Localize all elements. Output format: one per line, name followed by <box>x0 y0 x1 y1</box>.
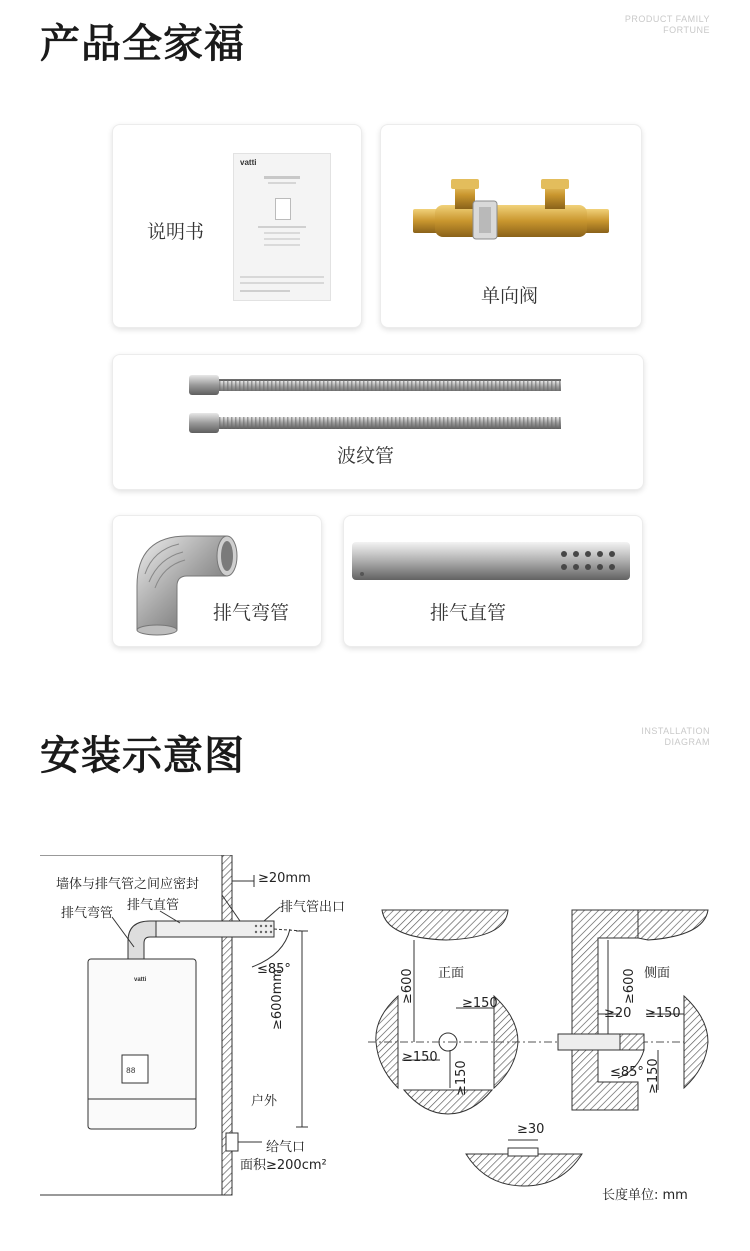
exhaust-straight-image <box>350 538 634 584</box>
front-150-top-label: ≥150 <box>462 996 498 1011</box>
side-150-bottom-label: ≥150 <box>646 1058 661 1094</box>
unit-note: 长度单位: mm <box>602 1188 688 1203</box>
exhaust-straight-label: 排气直管 <box>430 602 507 624</box>
check-valve-label: 单向阀 <box>481 285 539 307</box>
height-label: ≥600mm <box>270 968 285 1030</box>
manual-card <box>112 124 362 328</box>
side-600-label: ≥600 <box>622 968 637 1004</box>
corrugated-pipe-image <box>187 369 567 439</box>
bottom-30-label: ≥30 <box>517 1122 545 1137</box>
manual-heater-thumb <box>275 198 291 220</box>
manual-brand-logo: vatti <box>240 158 257 167</box>
side-150-right-label: ≥150 <box>645 1006 681 1021</box>
outlet-label: 排气管出口 <box>280 900 346 915</box>
side-view-label: 侧面 <box>644 966 671 981</box>
angle-label: ≤85° <box>257 962 291 977</box>
exhaust-straight-card <box>343 515 643 647</box>
check-valve-image <box>411 177 611 253</box>
family-en-tag: PRODUCT FAMILY FORTUNE <box>624 14 710 35</box>
seal-note: 墙体与排气管之间应密封 <box>56 877 200 892</box>
exhaust-elbow-label: 排气弯管 <box>213 602 290 624</box>
front-150-left-label: ≥150 <box>402 1050 438 1065</box>
heater-display: 88 <box>126 1067 136 1076</box>
install-title: 安装示意图 <box>40 733 245 779</box>
check-valve-card <box>380 124 642 328</box>
straight-label: 排气直管 <box>127 898 180 913</box>
manual-booklet-image <box>233 153 331 301</box>
front-view-label: 正面 <box>438 966 465 981</box>
inlet-label: 给气口 <box>266 1140 306 1155</box>
corrugated-pipe-label: 波纹管 <box>337 445 395 467</box>
gap-label: ≥20mm <box>258 871 311 886</box>
corrugated-pipe-card <box>112 354 644 490</box>
elbow-label: 排气弯管 <box>61 906 114 921</box>
area-label: 面积≥200cm² <box>240 1158 327 1173</box>
front-150-bottom-label: ≥150 <box>454 1060 469 1096</box>
side-angle-label: ≤85° <box>610 1065 644 1080</box>
family-title: 产品全家福 <box>40 21 245 67</box>
heater-brand-logo: vatti <box>134 977 147 983</box>
outdoor-label: 户外 <box>251 1094 278 1109</box>
side-20-label: ≥20 <box>604 1006 632 1021</box>
front-600-label: ≥600 <box>400 968 415 1004</box>
install-en-tag: INSTALLATION DIAGRAM <box>641 726 710 747</box>
manual-label: 说明书 <box>147 221 205 243</box>
exhaust-elbow-card <box>112 515 322 647</box>
